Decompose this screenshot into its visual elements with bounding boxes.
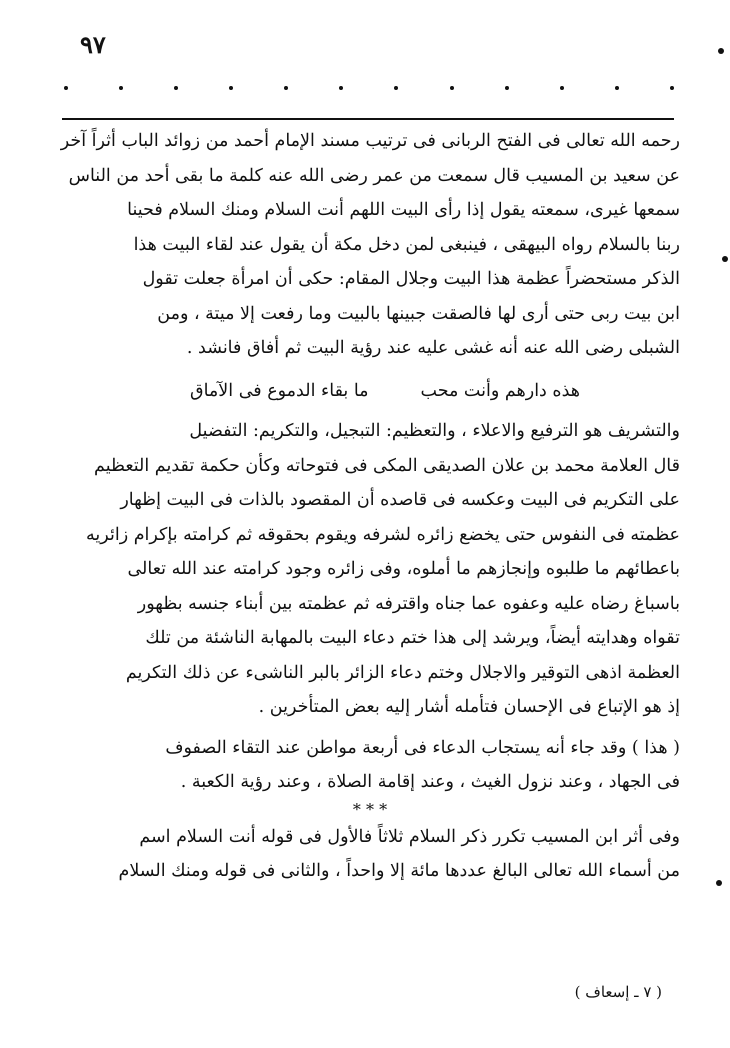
- text-line: رحمه الله تعالى فى الفتح الربانى فى ترتيب مسند الإمام أحمد من زوائد الباب أثراً آخر: [60, 131, 680, 151]
- ornament-dot: [560, 86, 564, 90]
- text-line: إذ هو الإتباع فى الإحسان فتأمله أشار إليه بعض المتأخرين .: [258, 697, 680, 717]
- verse-hemistich-second: ما بقاء الدموع فى الآماق: [190, 380, 369, 401]
- ornament-dot: [174, 86, 178, 90]
- text-line: باعطائهم ما طلبوه وإنجازهم ما أملوه، وفى زائره وجود كرامته عند الله تعالى: [127, 559, 680, 579]
- ornament-dot: [394, 86, 398, 90]
- text-line: والتشريف هو الترفيع والاعلاء ، والتعظيم: التبجيل، والتكريم: التفضيل: [189, 421, 680, 441]
- page-number: ٩٧: [80, 30, 106, 59]
- text-line: تقواه وهدايته أيضاً، ويرشد إلى هذا ختم دعاء البيت بالمهابة الناشئة من تلك: [145, 628, 680, 648]
- ornament-dot: [615, 86, 619, 90]
- verse-hemistich-first: هذه دارهم وأنت محب: [420, 380, 580, 401]
- text-line: باسباغ رضاه عليه وعفوه عما جناه واقترفه ثم عظمته بين أبناء جنسه بظهور: [137, 593, 680, 614]
- text-line: عن سعيد بن المسيب قال سمعت من عمر رضى الله عنه كلمة ما بقى أحد من الناس: [68, 165, 680, 186]
- header-rule: [62, 118, 674, 120]
- text-line: سمعها غيرى، سمعته يقول إذا رأى البيت اللهم أنت السلام ومنك السلام فحينا: [127, 200, 680, 220]
- text-line: من أسماء الله تعالى البالغ عددها مائة إلا واحداً ، والثانى فى قوله ومنك السلام: [118, 861, 680, 881]
- text-line: ( هذا ) وقد جاء أنه يستجاب الدعاء فى أربعة مواطن عند التقاء الصفوف: [165, 737, 680, 758]
- ornament-dot: [284, 86, 288, 90]
- text-line: فى الجهاد ، وعند نزول الغيث ، وعند إقامة الصلاة ، وعند رؤية الكعبة .: [180, 772, 680, 792]
- text-line: ربنا بالسلام رواه البيهقى ، فينبغى لمن دخل مكة أن يقول عند لقاء البيت هذا: [133, 234, 680, 255]
- poem-verse: [60, 374, 680, 409]
- text-line: عظمته فى النفوس حتى يخضع زائره لشرفه ويقوم بحقوقه ثم كرامته بإكرام زائريه: [86, 524, 680, 545]
- ornament-dot: [670, 86, 674, 90]
- text-line: الذكر مستحضراً عظمة هذا البيت وجلال المقام: حكى أن امرأة جعلت تقول: [142, 269, 680, 289]
- text-line: العظمة اذهى التوقير والاجلال وختم دعاء الزائر بالبر الناشىء عن ذلك التكريم: [125, 662, 680, 683]
- text-line: وفى أثر ابن المسيب تكرر ذكر السلام ثلاثاً فالأول فى قوله أنت السلام اسم: [139, 826, 680, 847]
- margin-speck: [718, 48, 724, 54]
- ornament-dot: [505, 86, 509, 90]
- ornament-dot: [339, 86, 343, 90]
- dotted-ornament-row: [64, 86, 674, 90]
- text-line: قال العلامة محمد بن علان الصديقى المكى فى فتوحاته وكأن حكمة تقديم التعظيم: [94, 455, 680, 476]
- margin-speck: [716, 880, 722, 886]
- signature-mark: ( ٧ ـ إسعاف ): [574, 983, 662, 1001]
- ornament-dot: [64, 86, 68, 90]
- ornament-dot: [450, 86, 454, 90]
- ornament-dot: [229, 86, 233, 90]
- page-body: [60, 124, 680, 889]
- section-separator-stars: * * *: [352, 799, 388, 819]
- ornament-dot: [119, 86, 123, 90]
- text-line: على التكريم فى البيت وعكسه فى قاصده أن المقصود بالذات فى البيت إظهار: [120, 490, 680, 510]
- text-line: ابن بيت ربى حتى أرى لها فالصقت جبينها بالبيت وما رفعت إلا ميتة ، ومن: [157, 303, 680, 324]
- margin-speck: [722, 256, 728, 262]
- text-line: الشبلى رضى الله عنه أنه غشى عليه عند رؤية البيت ثم أفاق فانشد .: [186, 338, 680, 358]
